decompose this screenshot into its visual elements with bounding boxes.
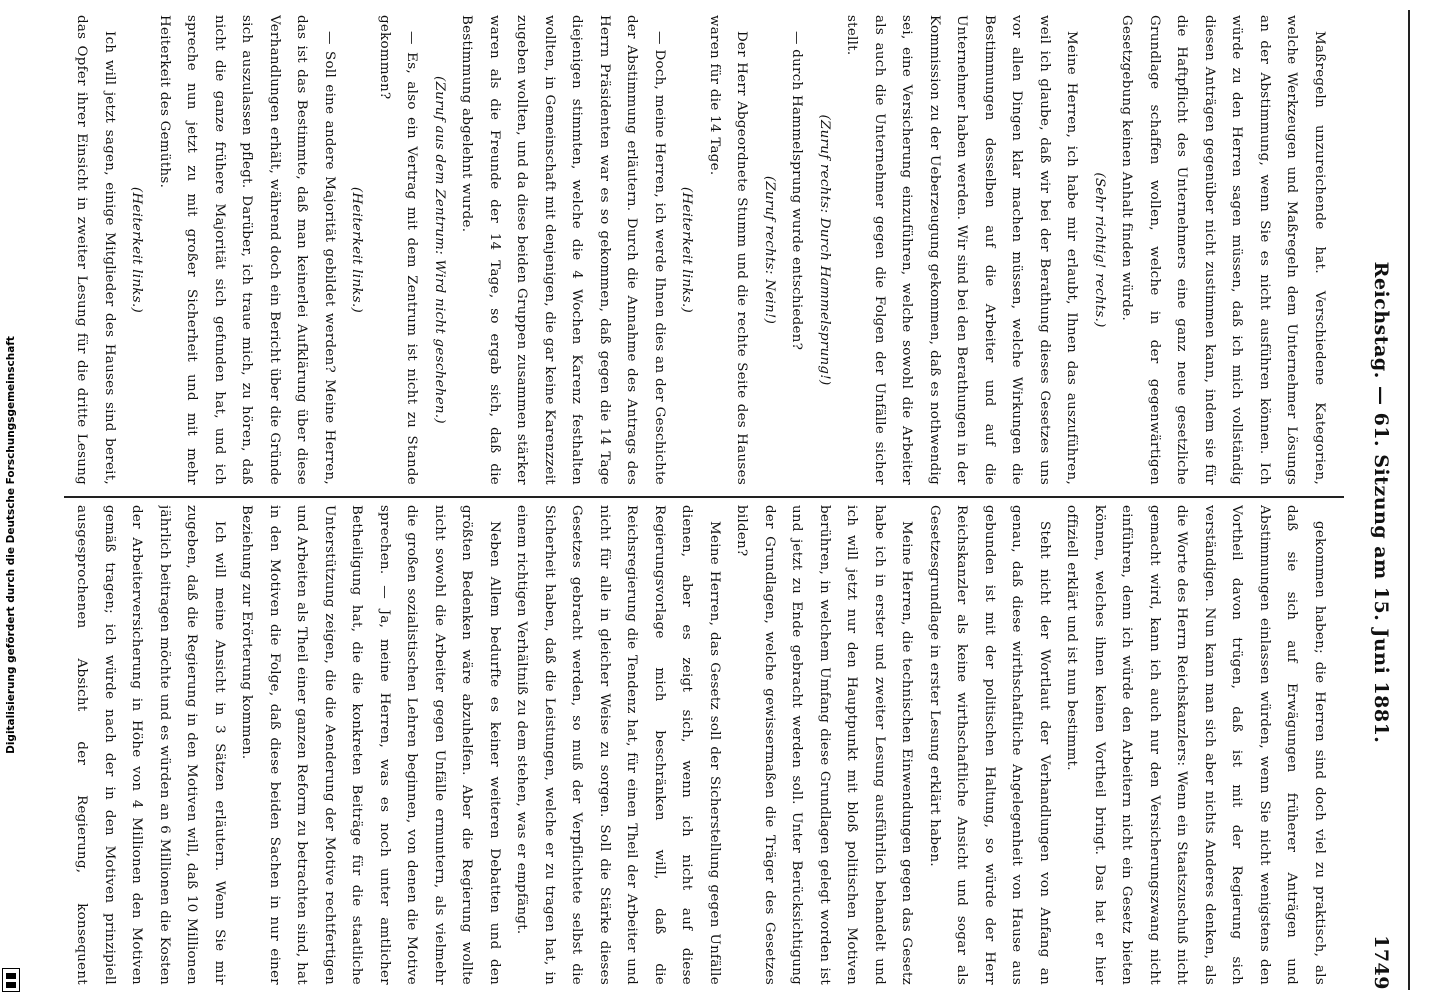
dfg-logo bbox=[2, 968, 20, 992]
paragraph: Ich will meine Ansicht in 3 Sätzen erläutern. Wenn Sie mir zugeben, daß die Regierung in den Motiven will, daß 10 Millionen jährlich beitragen möchte und es würden an 6 Millionen die Kosten der Arbeiterversicherung in Höhe von 4 Millionen den Motiven gemäß tragen; ich würde nach der in den Motiven prinzipiell ausgesprochenen Absicht der Regierung, konsequent bbox=[74, 505, 227, 985]
newspaper-page bbox=[58, 10, 1420, 990]
column-text bbox=[63, 505, 1333, 985]
paragraph: — Es, also ein Vertrag mit dem Zentrum ist nicht zu Stande gekommen? bbox=[377, 15, 420, 485]
paragraph: Meine Herren, ich habe mir erlaubt, Ihnen das auszuführen, weil ich glaube, daß wir bei der Berathung dieses Gesetzes uns vor allen Dingen klar machen müssen, welche Wirkungen die Bestimmungen desselben auf die Arbeiter und auf die Unternehmer haben werden. Wir sind bei den Berathungen in der Kommission zu der Ueberzeugung gekommen, daß es nothwendig sei, eine Versicherung einzuführen, welche sowohl die Arbeiter als auch die Unternehmer gegen die Folgen der Unfälle sicher stellt. bbox=[844, 15, 1080, 485]
running-header bbox=[1360, 10, 1402, 990]
interjection: (Zuruf rechts: Durch Hammelsprung!) bbox=[817, 114, 832, 386]
column-text bbox=[63, 15, 1333, 485]
interjection: (Zuruf aus dem Zentrum: Wird nicht geschehen.) bbox=[432, 76, 447, 424]
footer-strip bbox=[0, 0, 22, 1000]
interjection: (Heiterkeit links.) bbox=[679, 186, 695, 314]
interjection: (Zuruf rechts: Nein!) bbox=[762, 175, 777, 325]
text-column-left bbox=[58, 10, 1338, 490]
paragraph: — durch Hammelsprung wurde entschieden? bbox=[789, 31, 805, 351]
paragraph: Meine Herren, das Gesetz soll der Sicherstellung gegen Unfälle dienen, aber es zeigt sich, wenn ich nicht auf diese Regierungsvorlage mich beschränken will, daß die Reichsregierung die Tendenz hat, für einen Theil der Arbeiter und nicht für alle in gleicher Weise zu sorgen. Soll die Stärke dieses Gesetzes gebracht werden, so muß der Verpflichtete selbst die Sicherheit haben, daß die Leistungen, welche er zu tragen hat, in einem richtigen Verhältniß zu dem stehen, was er empfängt. bbox=[514, 505, 722, 985]
paragraph: Meine Herren, die technischen Einwendungen gegen das Gesetz habe ich in erster und zweiter Lesung ausführlich behandelt und ich will jetzt nur den Hauptpunkt mit bloß politischen Motiven berühren, in welchem Umfang diese Grundlagen gelegt worden ist und jetzt zu Ende gebracht werden soll. Unter Berücksichtigung der Grundlagen, welche gewissermaßen die Träger des Gesetzes bilden? bbox=[734, 505, 915, 985]
paragraph: — Doch, meine Herren, ich werde Ihnen dies an der Geschichte der Abstimmung erläutern. Durch die Annahme des Antrags des Herrn Präsidenten war es so gekommen, daß gegen die 14 Tage diejenigen stimmten, welche die 4 Wochen Karenz festhalten wollten, in Gemeinschaft mit denjenigen, die gar keine Karenzzeit zugeben wollten, und da diese beiden Gruppen zusammen stärker waren als die Freunde der 14 Tage, so ergab sich, daß die Bestimmung abgelehnt wurde. bbox=[459, 15, 667, 485]
interjection: (Sehr richtig! rechts.) bbox=[1092, 172, 1107, 328]
paragraph: Der Herr Abgeordnete Stumm und die rechte Seite des Hauses waren für die 14 Tage. bbox=[707, 15, 750, 485]
paragraph: Neben Allem bedurfte es keiner weiteren Debatten und den größten Bedenken wäre abzuhelfen. Aber die Regierung wollte nicht sowohl die Arbeiter gegen Unfälle ermuntern, als vielmehr die großen sozialistischen Lehren beginnen, von denen die Motive sprechen. — Ja, meine Herren, was es noch unter amtlicher Betheiligung hat, die die konkreten Beiträge für die staatliche Unterstützung zeigen, die die Aenderung der Motive rechtfertigen und Arbeiten als Theil einer ganzen Reform zu betrachten sind, hat in den Motiven die Folge, daß diese beiden Sachen in nur einer Beziehung zur Erörterung kommen. bbox=[239, 505, 502, 985]
digitization-credit: Digitalisierung gefördert durch die Deutsche Forschungsgemeinschaft bbox=[5, 336, 17, 754]
column-divider bbox=[64, 496, 1344, 498]
paragraph: — Soll eine andere Majorität gebildet werden? Meine Herren, das ist das Bestimmte, daß man keinerlei Aufklärung über diese Verhandlungen erhält, während doch ein Bericht über die Gründe sich auszulassen pflegt. Darüber, ich traue mich, zu hören, daß nicht die ganze frühere Majorität sich gefunden hat, und ich spreche nun jetzt zu mit großer Sicherheit und mit mehr Heiterkeit des Gemüths. bbox=[157, 15, 337, 485]
interjection: (Heiterkeit links.) bbox=[349, 186, 365, 314]
paragraph: Maßregeln unzureichende hat. Verschiedene Kategorien, welche Werkzeugen und Maßregeln dem Unternehmer Lösungs an der Abstimmung, wenn Sie es nicht ausführen können. Ich würde zu den Herren sagen müssen, daß ich mich vollständig diesen Anträgen gegenüber nicht zustimmen kann, indem sie für die Haftpflicht des Unternehmers eine ganz neue gesetzliche Grundlage schaffen wollen, welche in der gegenwärtigen Gesetzgebung keinen Anhalt finden würde. bbox=[1119, 15, 1327, 485]
text-column-right bbox=[58, 500, 1338, 990]
header-title: Reichstag. — 61. Sitzung am 15. Juni 1881. bbox=[1370, 261, 1392, 744]
paragraph: Steht nicht der Wortlaut der Verhandlungen von Anfang an genau, daß diese wirthschaftliche Angelegenheit von Hause aus gebunden ist mit der politischen Haltung, so würde der Herr Reichskanzler als keine wirthschaftliche Ansicht und sogar als Gesetzesgrundlage in erster Lesung erklärt haben. bbox=[927, 505, 1052, 985]
paragraph: gekommen haben; die Herren sind doch viel zu praktisch, als daß sie sich auf Erwägungen früherer Anträgen und Abstimmungen einlassen würden, wenn Sie nicht wenigstens den Vortheil davon trügen, daß ist mit der Regierung sich verständigen. Nun kann man sich aber nichts Anderes denken, als die Worte des Herrn Reichskanzlers: Wenn ein Staatszuschuß nicht gemacht wird, kann ich auch nur den Versicherungszwang nicht einführen, denn ich würde den Arbeitern nicht ein Gesetz bieten können, welches ihnen keinen Vortheil bringt. Das hat er hier offiziell erklärt und ist nun bestimmt. bbox=[1064, 505, 1327, 985]
header-rule bbox=[1408, 10, 1410, 990]
paragraph: Ich will jetzt sagen, einige Mitglieder des Hauses sind bereit, das Opfer ihrer Einsicht in zweiter Lesung für die dritte Lesung bbox=[74, 15, 117, 485]
interjection: (Heiterkeit links.) bbox=[129, 186, 145, 314]
page-number: 1749 bbox=[1370, 935, 1392, 990]
